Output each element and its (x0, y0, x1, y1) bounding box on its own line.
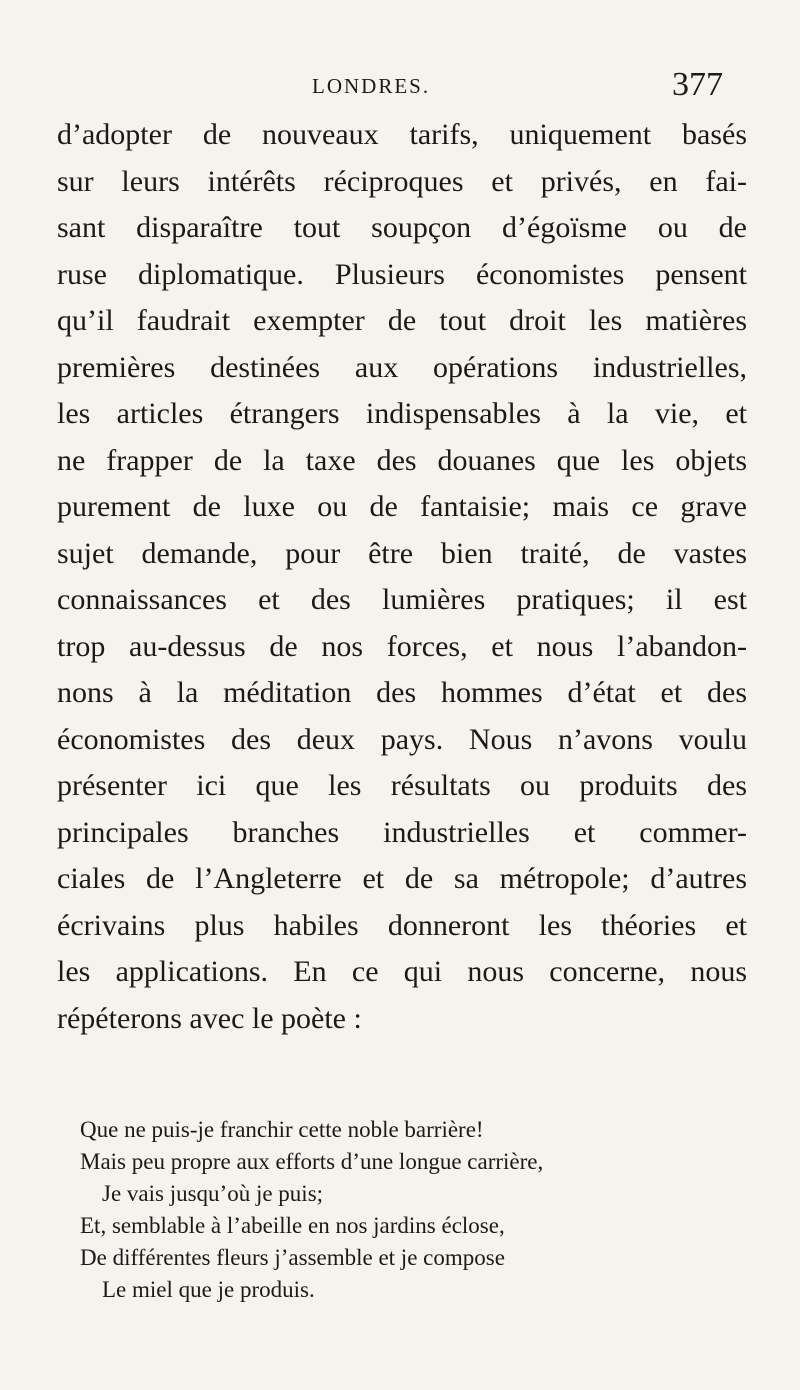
text-line: nons à la méditation des hommes d’état et des (57, 676, 747, 709)
text-line: ruse diplomatique. Plusieurs économistes pensent (57, 257, 747, 291)
text-line: présenter ici que les résultats ou produits des (57, 769, 747, 802)
text-line: répéterons avec le poète : (57, 1001, 362, 1035)
verse-line: Le miel que je produis. (102, 1277, 315, 1302)
text-line: qu’il faudrait exempter de tout droit les matières (57, 304, 747, 337)
text-line: sujet demande, pour être bien traité, de vastes (57, 536, 747, 570)
text-line: sur leurs intérêts réciproques et privés, en fai- (57, 164, 747, 198)
text-line: ciales de l’Angleterre et de sa métropole; d’autres (57, 862, 747, 895)
verse-line: De différentes fleurs j’assemble et je compose (80, 1245, 505, 1270)
text-line: sant disparaître tout soupçon d’égoïsme ou de (57, 211, 747, 244)
text-line: principales branches industrielles et commer- (57, 815, 747, 849)
verse-line: Que ne puis-je franchir cette noble barrière! (80, 1117, 484, 1142)
text-line: trop au-dessus de nos forces, et nous l’abandon- (57, 629, 747, 663)
text-line: ne frapper de la taxe des douanes que les objets (57, 443, 747, 477)
text-line: d’adopter de nouveaux tarifs, uniquement basés (57, 118, 747, 151)
text-line: les applications. En ce qui nous concerne, nous (57, 955, 747, 988)
verse-line: Je vais jusqu’où je puis; (102, 1181, 324, 1206)
text-line: économistes des deux pays. Nous n’avons voulu (57, 722, 747, 756)
text-line: les articles étrangers indispensables à la vie, et (57, 397, 747, 430)
text-line: premières destinées aux opérations industrielles, (57, 350, 747, 384)
page-number: 377 (672, 66, 723, 103)
text-line: purement de luxe ou de fantaisie; mais ce grave (57, 490, 747, 523)
running-head: LONDRES. (312, 74, 431, 98)
text-line: écrivains plus habiles donneront les théories et (57, 908, 747, 942)
verse-line: Et, semblable à l’abeille en nos jardins éclose, (80, 1213, 505, 1238)
body-paragraph (57, 112, 747, 1042)
verse-line: Mais peu propre aux efforts d’une longue carrière, (80, 1149, 544, 1174)
verse-quotation (80, 1114, 740, 1306)
text-line: connaissances et des lumières pratiques; il est (57, 583, 747, 616)
